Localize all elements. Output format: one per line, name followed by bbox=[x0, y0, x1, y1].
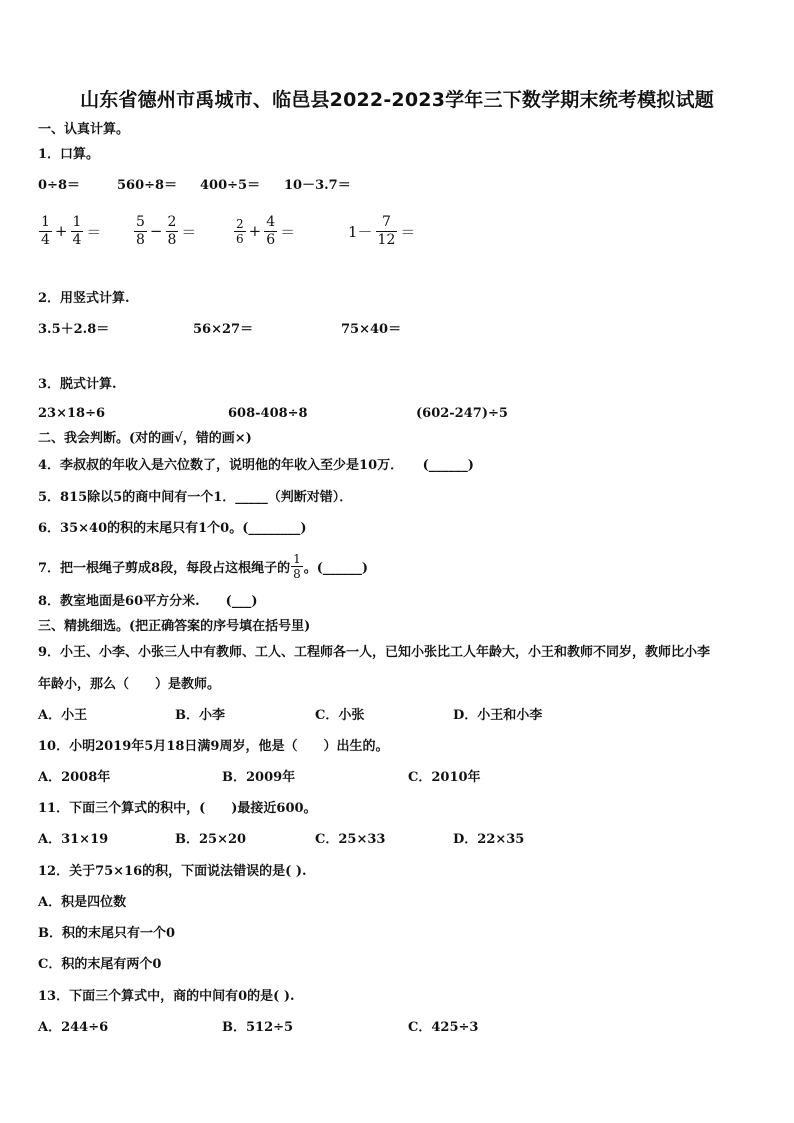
option: A．31×19 bbox=[38, 832, 109, 847]
section-heading-1: 一、认真计算。 bbox=[38, 122, 130, 137]
step-calc-item: 23×18÷6 bbox=[38, 406, 106, 421]
option: B．25×20 bbox=[175, 832, 247, 847]
option: A．小王 bbox=[38, 708, 88, 723]
option: B．2009年 bbox=[222, 770, 296, 785]
oral-item: 400÷5＝ bbox=[200, 178, 261, 193]
option: B．积的末尾只有一个0 bbox=[38, 926, 176, 941]
section-heading-3: 三、精挑细选。(把正确答案的序号填在括号里) bbox=[38, 619, 311, 634]
question-3-label: 3．脱式计算. bbox=[38, 377, 117, 392]
fraction-expression: 1－ $\frac{7}{12}$ ＝ bbox=[348, 213, 416, 248]
vertical-calc-item: 3.5＋2.8＝ bbox=[38, 322, 110, 337]
section-heading-2: 二、我会判断。(对的画√，错的画×) bbox=[38, 431, 252, 446]
question-13: 13．下面三个算式中，商的中间有0的是( ). bbox=[38, 989, 295, 1004]
vertical-calc-item: 56×27＝ bbox=[193, 322, 254, 337]
step-calc-item: (602-247)÷5 bbox=[416, 406, 508, 421]
fraction: $\frac{1}{4}$ bbox=[41, 213, 50, 248]
fraction: $\frac{5}{8}$ bbox=[136, 213, 145, 248]
oral-item: 10－3.7＝ bbox=[284, 178, 351, 193]
question-9-line1: 9．小王、小李、小张三人中有教师、工人、工程师各一人，已知小张比工人年龄大，小王和教师不同岁，教师比小李 bbox=[38, 645, 711, 660]
question-10: 10．小明2019年5月18日满9周岁，他是（ ）出生的。 bbox=[38, 739, 389, 754]
question-7: 7．把一根绳子剪成8段，每段占这根绳子的 $\frac{1}{8}$ 。(______) bbox=[38, 551, 369, 581]
step-calc-item: 608-408÷8 bbox=[228, 406, 308, 421]
option: D．小王和小李 bbox=[453, 708, 543, 723]
option: A．积是四位数 bbox=[38, 895, 127, 910]
option: C．2010年 bbox=[408, 770, 481, 785]
question-8: 8．教室地面是60平方分米. (___) bbox=[38, 594, 258, 609]
fraction-expression: $\frac{2}{6}$ + $\frac{4}{6}$ ＝ bbox=[236, 213, 296, 248]
question-6: 6．35×40的积的末尾只有1个0。(________) bbox=[38, 521, 307, 536]
option: C．积的末尾有两个0 bbox=[38, 957, 162, 972]
option: A．2008年 bbox=[38, 770, 111, 785]
option: A．244÷6 bbox=[38, 1020, 109, 1035]
question-1-label: 1．口算。 bbox=[38, 147, 100, 162]
fraction: $\frac{4}{6}$ bbox=[266, 213, 276, 248]
option: C．小张 bbox=[315, 708, 365, 723]
oral-item: 0÷8＝ bbox=[38, 178, 80, 193]
fraction: $\frac{2}{6}$ bbox=[236, 216, 244, 246]
question-5: 5．815除以5的商中间有一个1．_____（判断对错）． bbox=[38, 490, 353, 505]
fraction: $\frac{2}{8}$ bbox=[167, 213, 177, 248]
question-12: 12．关于75×16的积，下面说法错误的是( ). bbox=[38, 864, 307, 879]
page-title: 山东省德州市禹城市、临邑县2022-2023学年三下数学期末统考模拟试题 bbox=[80, 89, 714, 111]
option: B．512÷5 bbox=[222, 1020, 294, 1035]
option: C．425÷3 bbox=[408, 1020, 479, 1035]
question-11: 11．下面三个算式的积中，( )最接近600。 bbox=[38, 801, 317, 816]
question-9-line2: 年龄小，那么（ ）是教师。 bbox=[38, 677, 221, 692]
vertical-calc-item: 75×40＝ bbox=[341, 322, 402, 337]
fraction: $\frac{1}{4}$ bbox=[72, 213, 82, 248]
fraction: $\frac{7}{12}$ bbox=[377, 213, 396, 248]
question-2-label: 2．用竖式计算. bbox=[38, 291, 130, 306]
option: D．22×35 bbox=[453, 832, 525, 847]
oral-item: 560÷8＝ bbox=[117, 178, 178, 193]
fraction-expression: $\frac{5}{8}$ − $\frac{2}{8}$ ＝ bbox=[136, 213, 197, 248]
fraction-expression: $\frac{1}{4}$ + $\frac{1}{4}$ ＝ bbox=[41, 213, 102, 248]
option: C．25×33 bbox=[315, 832, 386, 847]
question-4: 4．李叔叔的年收入是六位数了，说明他的年收入至少是10万． (______) bbox=[38, 458, 474, 473]
option: B．小李 bbox=[175, 708, 225, 723]
fraction: $\frac{1}{8}$ bbox=[293, 551, 301, 581]
